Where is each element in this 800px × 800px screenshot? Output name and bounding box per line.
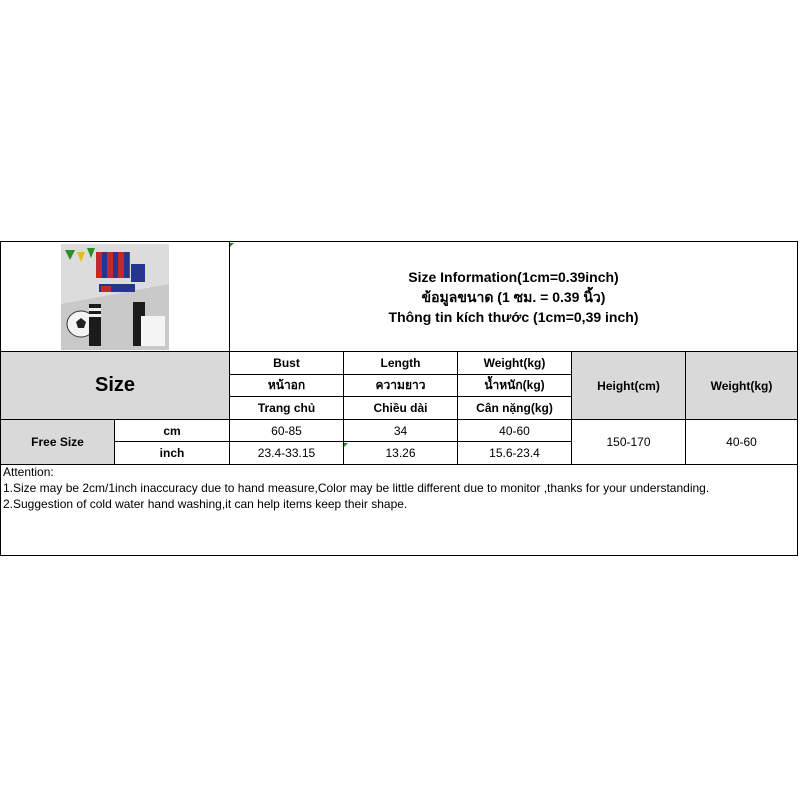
attention-notes	[3, 464, 709, 512]
bust-header-english: Bust	[230, 352, 344, 375]
height-value: 150-170	[572, 420, 686, 465]
attention-note-1: 1.Size may be 2cm/1inch inaccuracy due to hand measure,Color may be little different due to monitor ,thanks for your understanding.	[3, 481, 710, 495]
bust-cm-value: 60-85	[230, 420, 344, 442]
info-line-thai: ข้อมูลขนาด (1 ซม. = 0.39 นิ้ว)	[421, 288, 606, 305]
weight-cm-value: 40-60	[458, 420, 572, 442]
bust-header-thai: หน้าอก	[230, 375, 344, 397]
bust-header-vietnamese: Trang chủ	[230, 397, 344, 420]
weight-header-english: Weight(kg)	[458, 352, 572, 375]
unit-inch: inch	[115, 442, 230, 465]
length-inch-value: 13.26	[344, 442, 458, 465]
product-photo	[61, 244, 169, 350]
cell-marker	[344, 443, 348, 447]
length-cm-value: 34	[344, 420, 458, 442]
weight-header-thai: น้ำหนัก(kg)	[458, 375, 572, 397]
length-header-thai: ความยาว	[344, 375, 458, 397]
length-header-english: Length	[344, 352, 458, 375]
cell-marker	[230, 243, 234, 247]
attention-title: Attention:	[3, 465, 54, 479]
weight-inch-value: 15.6-23.4	[458, 442, 572, 465]
info-line-english: Size Information(1cm=0.39inch)	[408, 268, 619, 285]
height-header: Height(cm)	[572, 352, 686, 420]
info-line-vietnamese: Thông tin kích thước (1cm=0,39 inch)	[388, 308, 639, 325]
weight-header-vietnamese: Cân nặng(kg)	[458, 397, 572, 420]
length-header-vietnamese: Chiều dài	[344, 397, 458, 420]
size-header: Size	[1, 352, 230, 420]
product-image-cell	[1, 242, 230, 352]
product-photo-art	[61, 244, 169, 350]
total-weight-value: 40-60	[686, 420, 798, 465]
size-information-title	[230, 242, 798, 352]
unit-cm: cm	[115, 420, 230, 442]
size-chart	[0, 241, 798, 556]
total-weight-header: Weight(kg)	[686, 352, 798, 420]
attention-note-2: 2.Suggestion of cold water hand washing,it can help items keep their shape.	[3, 497, 408, 511]
free-size-label: Free Size	[1, 420, 115, 465]
bust-inch-value: 23.4-33.15	[230, 442, 344, 465]
